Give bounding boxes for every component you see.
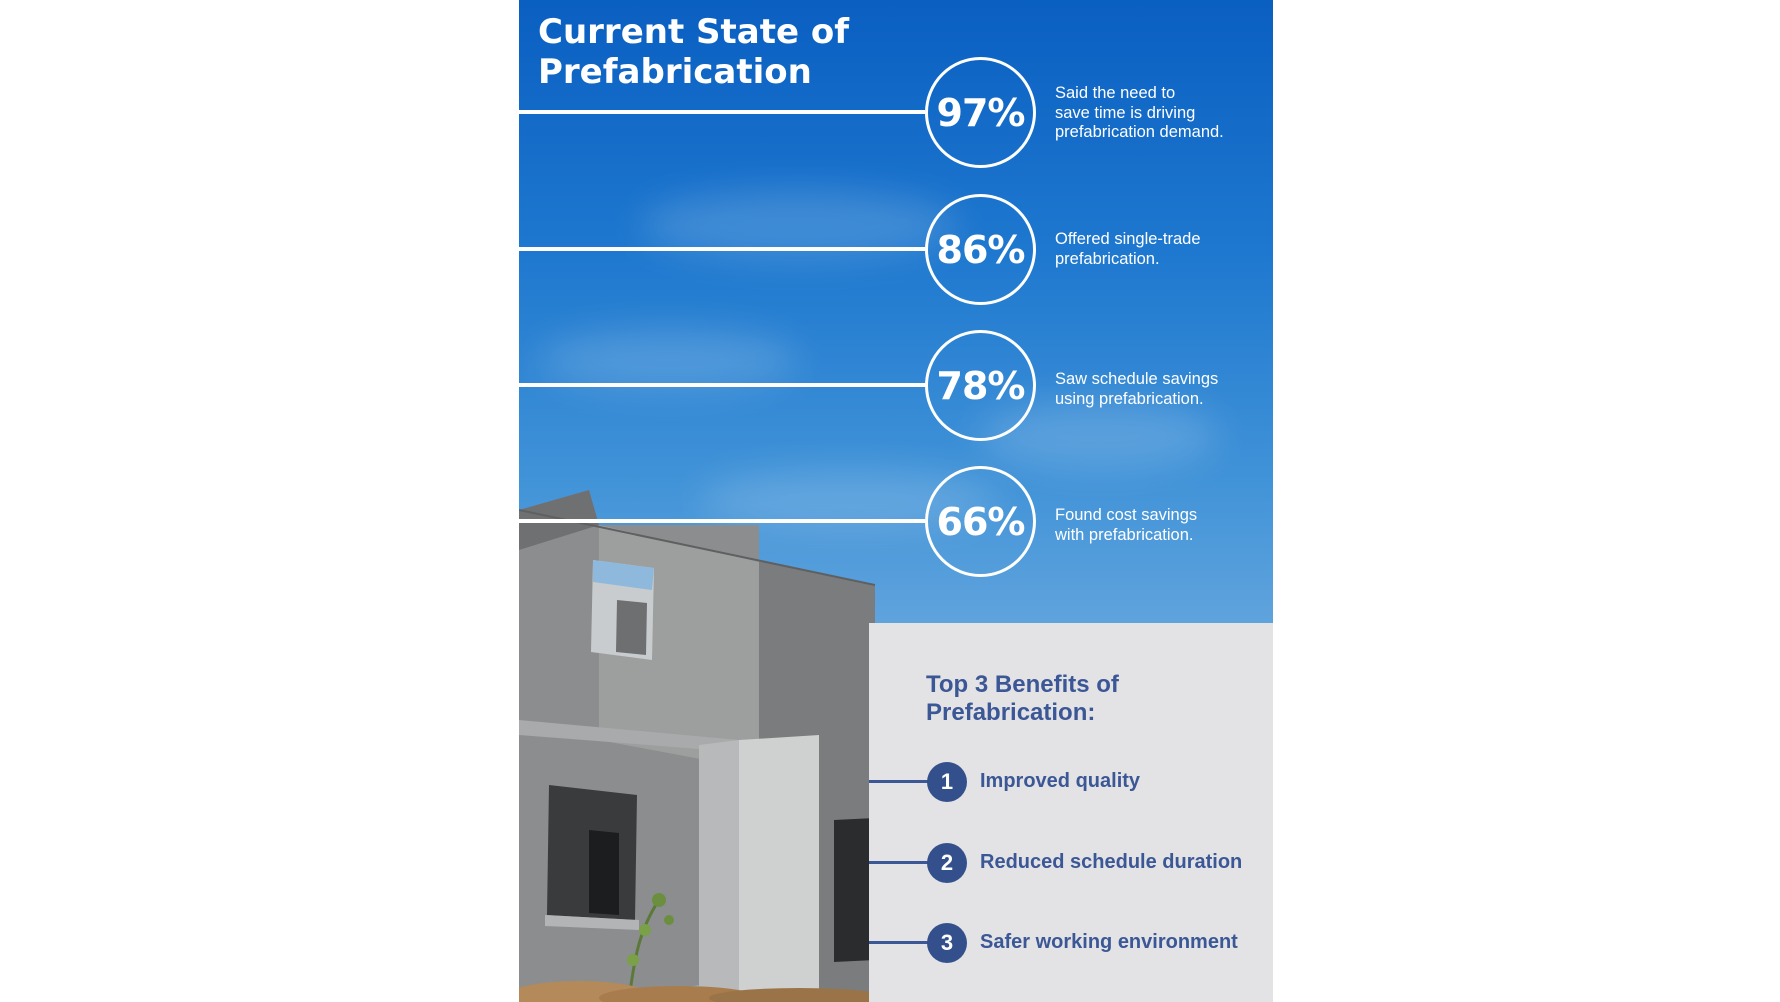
stat-connector-line xyxy=(519,247,925,251)
benefit-number-badge: 1 xyxy=(927,762,967,802)
stat-text-line: Saw schedule savings xyxy=(1055,370,1219,388)
stat-description xyxy=(1055,84,1255,143)
stat-connector-line xyxy=(519,519,925,523)
stat-connector-line xyxy=(519,110,925,114)
stat-connector-line xyxy=(519,383,925,387)
stat-text-line: Found cost savings xyxy=(1055,506,1198,524)
benefits-title: Top 3 Benefits of Prefabrication: xyxy=(926,671,1119,726)
stat-description xyxy=(1055,230,1255,269)
benefit-label: Reduced schedule duration xyxy=(980,851,1243,873)
stat-text-line: Said the need to xyxy=(1055,84,1176,102)
benefit-connector-line xyxy=(869,861,929,864)
benefit-label: Safer working environment xyxy=(980,931,1238,953)
stat-circle-86: 86% xyxy=(925,194,1036,305)
benefits-panel xyxy=(869,623,1273,1002)
stat-text-line: using prefabrication. xyxy=(1055,389,1204,408)
stat-description xyxy=(1055,506,1255,545)
stat-text-line: Offered single-trade xyxy=(1055,230,1201,248)
stat-circle-66: 66% xyxy=(925,466,1036,577)
benefit-number-badge: 3 xyxy=(927,923,967,963)
benefit-connector-line xyxy=(869,941,929,944)
page-title: Current State of Prefabrication xyxy=(538,12,850,92)
sky-cloud xyxy=(539,330,799,390)
benefit-connector-line xyxy=(869,780,929,783)
infographic-poster xyxy=(519,0,1273,1002)
benefit-number-badge: 2 xyxy=(927,843,967,883)
stat-circle-97: 97% xyxy=(925,57,1036,168)
stat-text-line: with prefabrication. xyxy=(1055,525,1194,544)
stat-text-line: save time is driving xyxy=(1055,103,1196,122)
benefit-label: Improved quality xyxy=(980,770,1141,792)
stat-text-line: prefabrication demand. xyxy=(1055,123,1224,141)
stat-description xyxy=(1055,370,1255,409)
concrete-building-photo xyxy=(519,490,875,1002)
stat-circle-78: 78% xyxy=(925,330,1036,441)
stat-text-line: prefabrication. xyxy=(1055,249,1160,268)
